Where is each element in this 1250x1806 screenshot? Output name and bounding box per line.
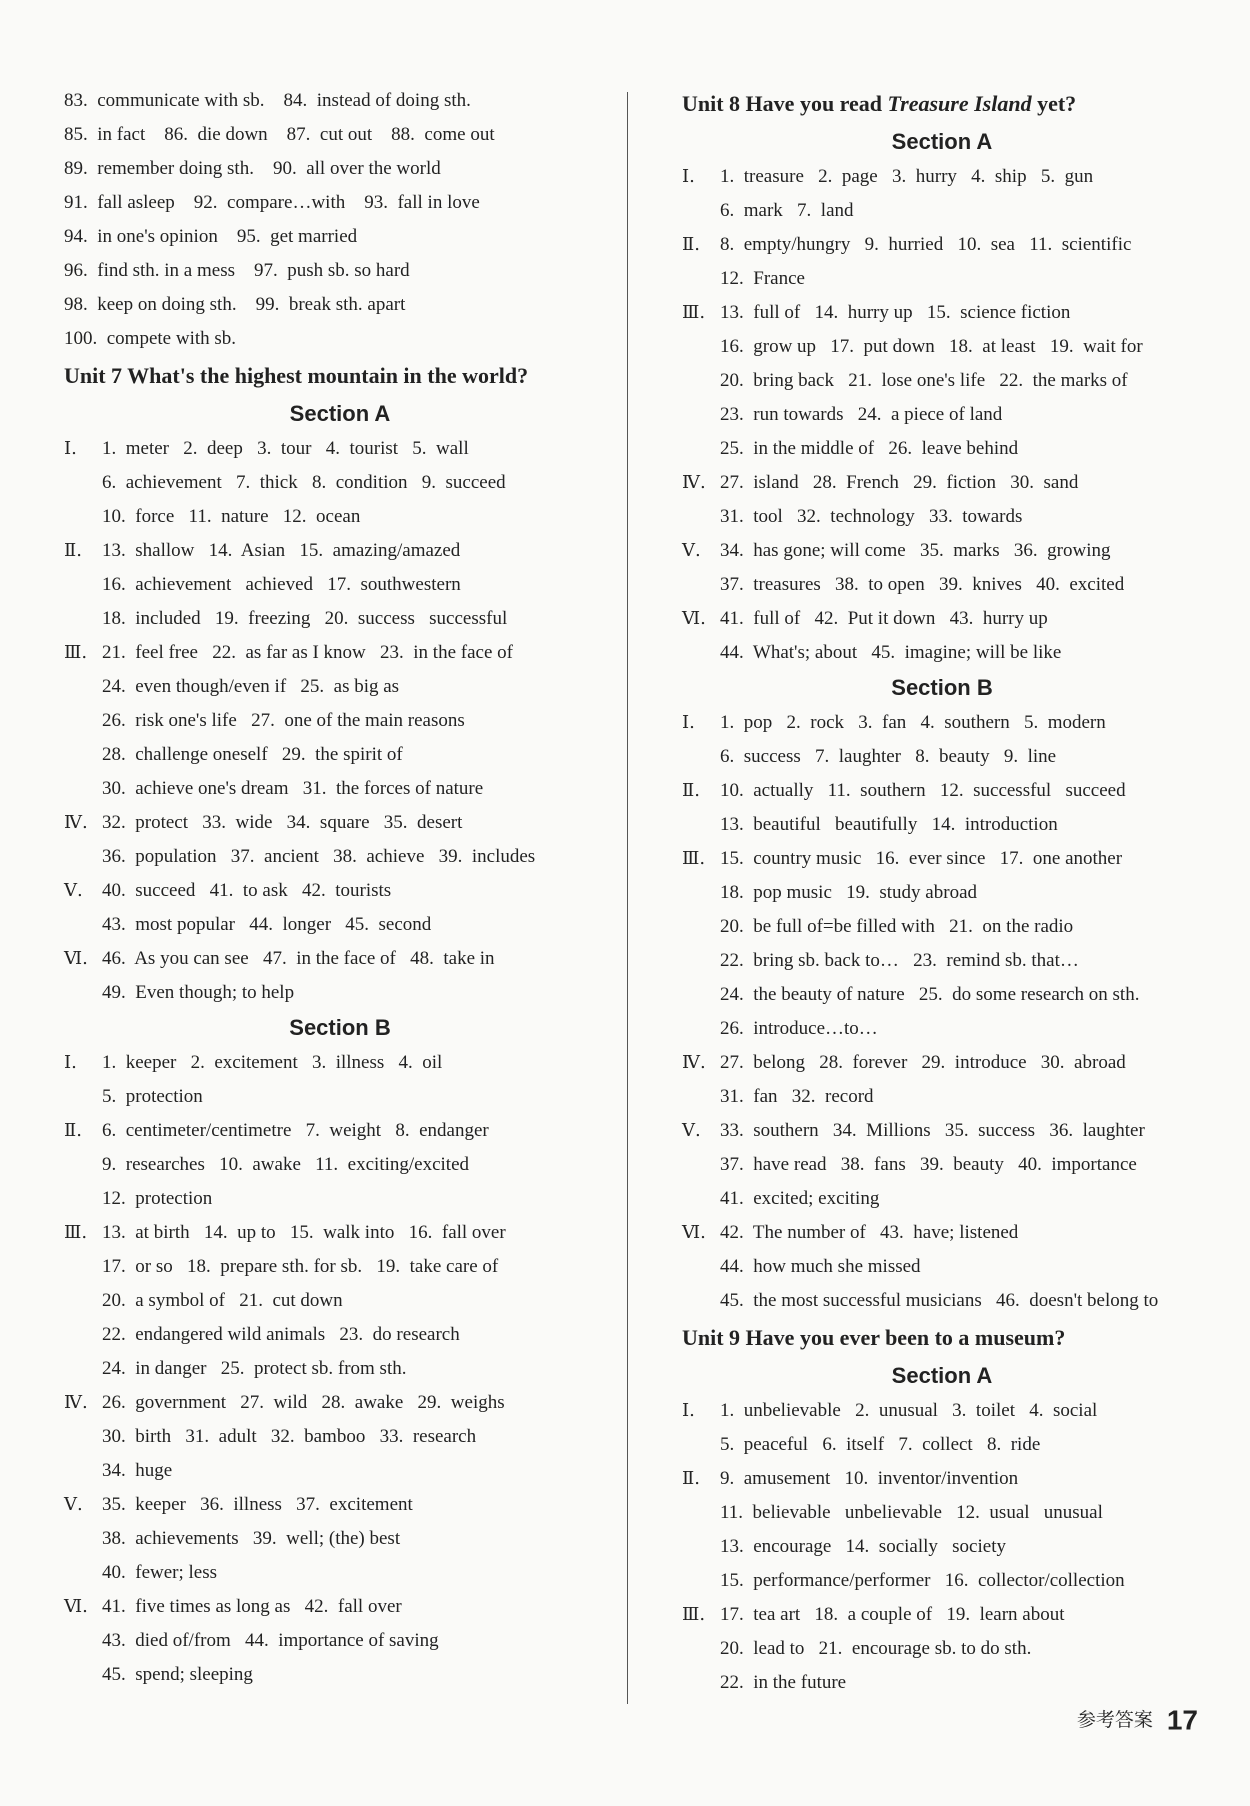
answer-line	[682, 1666, 1202, 1700]
exercise-number: Ⅰ.	[64, 1052, 77, 1073]
exercise-number: Ⅵ.	[682, 608, 706, 629]
answer-line	[64, 322, 616, 356]
left-answer-column	[64, 84, 616, 1692]
answer-text: 45. spend; sleeping	[102, 1664, 253, 1685]
answer-line	[64, 976, 616, 1010]
section-heading: Section A	[891, 1363, 993, 1388]
answer-text: 18. pop music 19. study abroad	[720, 882, 978, 903]
unit-title: Unit 7 What's the highest mountain in the world?	[64, 363, 529, 388]
answer-text: 49. Even though; to help	[102, 982, 295, 1003]
answer-line	[64, 1556, 616, 1590]
exercise-number: Ⅰ.	[682, 712, 695, 733]
answer-line	[64, 1386, 616, 1420]
answer-line	[64, 772, 616, 806]
unit-title: Unit 8 Have you read Treasure Island yet?	[682, 91, 1077, 116]
answer-line	[64, 1488, 616, 1522]
answer-line	[682, 1632, 1202, 1666]
answer-line	[64, 500, 616, 534]
answer-line	[64, 1318, 616, 1352]
answer-text: 34. huge	[102, 1460, 173, 1481]
book-title: Treasure Island	[887, 91, 1032, 116]
answer-text: 37. treasures 38. to open 39. knives 40. excited	[720, 574, 1125, 595]
answer-line	[64, 636, 616, 670]
answer-text: 34. has gone; will come 35. marks 36. growing	[720, 540, 1111, 561]
answer-line	[682, 876, 1202, 910]
answer-line	[682, 602, 1202, 636]
answer-text: 24. even though/even if 25. as big as	[102, 676, 400, 697]
answer-text: 13. encourage 14. socially society	[720, 1536, 1006, 1557]
answer-line	[682, 706, 1202, 740]
exercise-number: Ⅴ.	[682, 1120, 701, 1141]
answer-line	[64, 806, 616, 840]
answer-text: 43. most popular 44. longer 45. second	[102, 914, 432, 935]
answer-line	[64, 1182, 616, 1216]
answer-line	[64, 1284, 616, 1318]
answer-text: 13. at birth 14. up to 15. walk into 16. fall over	[102, 1222, 506, 1243]
answer-line	[682, 1564, 1202, 1598]
answer-text: 10. force 11. nature 12. ocean	[102, 506, 361, 527]
answer-text: 6. success 7. laughter 8. beauty 9. line	[720, 746, 1057, 767]
answer-line	[682, 364, 1202, 398]
answer-text: 25. in the middle of 26. leave behind	[720, 438, 1019, 459]
answer-text: 13. shallow 14. Asian 15. amazing/amazed	[102, 540, 461, 561]
answer-line	[64, 602, 616, 636]
answer-line	[64, 942, 616, 976]
unit-title: Unit 9 Have you ever been to a museum?	[682, 1325, 1066, 1350]
answer-line	[64, 1080, 616, 1114]
answer-text: 12. protection	[102, 1188, 213, 1209]
answer-text: 23. run towards 24. a piece of land	[720, 404, 1003, 425]
answer-text: 44. how much she missed	[720, 1256, 921, 1277]
answer-text: 10. actually 11. southern 12. successful succeed	[720, 780, 1126, 801]
exercise-number: Ⅵ.	[682, 1222, 706, 1243]
answer-line	[682, 432, 1202, 466]
column-divider	[627, 92, 628, 1704]
answer-line	[64, 1114, 616, 1148]
exercise-number: Ⅳ.	[682, 1052, 706, 1073]
answer-text: 16. grow up 17. put down 18. at least 19. wait for	[720, 336, 1143, 357]
answer-text: 9. amusement 10. inventor/invention	[720, 1468, 1019, 1489]
answer-line	[64, 534, 616, 568]
answer-text: 1. pop 2. rock 3. fan 4. southern 5. modern	[720, 712, 1106, 733]
exercise-number: Ⅲ.	[682, 848, 706, 869]
exercise-number: Ⅲ.	[682, 1604, 706, 1625]
answer-text: 21. feel free 22. as far as I know 23. in the face of	[102, 642, 513, 663]
answer-line	[64, 84, 616, 118]
answer-text: 35. keeper 36. illness 37. excitement	[102, 1494, 413, 1515]
answer-text: 30. birth 31. adult 32. bamboo 33. research	[102, 1426, 477, 1447]
answer-text: 8. empty/hungry 9. hurried 10. sea 11. scientific	[720, 234, 1132, 255]
exercise-number: Ⅰ.	[682, 1400, 695, 1421]
answer-line	[682, 842, 1202, 876]
answer-text: 26. risk one's life 27. one of the main reasons	[102, 710, 465, 731]
answer-text: 41. full of 42. Put it down 43. hurry up	[720, 608, 1048, 629]
answer-line	[64, 254, 616, 288]
answer-text: 22. endangered wild animals 23. do research	[102, 1324, 460, 1345]
exercise-number: Ⅳ.	[64, 812, 88, 833]
answer-text: 20. lead to 21. encourage sb. to do sth.	[720, 1638, 1032, 1659]
answer-text: 5. peaceful 6. itself 7. collect 8. ride	[720, 1434, 1041, 1455]
answer-line	[64, 874, 616, 908]
answer-text: 17. tea art 18. a couple of 19. learn about	[720, 1604, 1065, 1625]
page-number: 17	[1166, 1704, 1198, 1736]
answer-line	[64, 220, 616, 254]
answer-line	[64, 1216, 616, 1250]
exercise-number: Ⅵ.	[64, 1596, 88, 1617]
exercise-number: Ⅲ.	[64, 642, 88, 663]
answer-line	[682, 808, 1202, 842]
answer-text: 42. The number of 43. have; listened	[720, 1222, 1019, 1243]
answer-line	[682, 194, 1202, 228]
answer-line	[64, 1148, 616, 1182]
answer-line	[64, 1624, 616, 1658]
answer-text: 89. remember doing sth. 90. all over the world	[64, 158, 441, 179]
answer-line	[682, 774, 1202, 808]
answer-line	[64, 1454, 616, 1488]
answer-line	[64, 1420, 616, 1454]
answer-text: 5. protection	[102, 1086, 203, 1107]
answer-text: 44. What's; about 45. imagine; will be like	[720, 642, 1062, 663]
answer-line	[682, 944, 1202, 978]
answer-line	[682, 262, 1202, 296]
answer-text: 43. died of/from 44. importance of saving	[102, 1630, 439, 1651]
answer-line	[64, 568, 616, 602]
answer-text: 41. five times as long as 42. fall over	[102, 1596, 402, 1617]
answer-line	[682, 910, 1202, 944]
answer-line	[64, 704, 616, 738]
answer-text: 98. keep on doing sth. 99. break sth. apart	[64, 294, 406, 315]
page-footer	[1077, 1700, 1198, 1740]
answer-line	[64, 288, 616, 322]
answer-line	[682, 1394, 1202, 1428]
answer-text: 13. beautiful beautifully 14. introduction	[720, 814, 1058, 835]
answer-line	[682, 398, 1202, 432]
answer-line	[64, 432, 616, 466]
answer-text: 30. achieve one's dream 31. the forces of nature	[102, 778, 484, 799]
answer-text: 16. achievement achieved 17. southwestern	[102, 574, 461, 595]
answer-text: 28. challenge oneself 29. the spirit of	[102, 744, 403, 765]
answer-line	[682, 330, 1202, 364]
answer-line	[64, 840, 616, 874]
answer-line	[64, 1250, 616, 1284]
exercise-number: Ⅲ.	[64, 1222, 88, 1243]
answer-text: 9. researches 10. awake 11. exciting/excited	[102, 1154, 470, 1175]
answer-line	[682, 1182, 1202, 1216]
answer-text: 20. be full of=be filled with 21. on the radio	[720, 916, 1074, 937]
answer-text: 12. France	[720, 268, 805, 289]
answer-text: 15. country music 16. ever since 17. one another	[720, 848, 1123, 869]
answer-text: 94. in one's opinion 95. get married	[64, 226, 358, 247]
answer-text: 96. find sth. in a mess 97. push sb. so hard	[64, 260, 410, 281]
answer-text: 20. a symbol of 21. cut down	[102, 1290, 343, 1311]
answer-text: 6. achievement 7. thick 8. condition 9. succeed	[102, 472, 506, 493]
answer-line	[682, 636, 1202, 670]
answer-line	[682, 740, 1202, 774]
answer-line	[682, 534, 1202, 568]
answer-text: 40. succeed 41. to ask 42. tourists	[102, 880, 392, 901]
answer-text: 24. the beauty of nature 25. do some research on sth.	[720, 984, 1140, 1005]
answer-line	[682, 1148, 1202, 1182]
answer-text: 6. centimeter/centimetre 7. weight 8. endanger	[102, 1120, 489, 1141]
answer-line	[64, 1046, 616, 1080]
exercise-number: Ⅱ.	[682, 780, 700, 801]
answer-text: 41. excited; exciting	[720, 1188, 880, 1209]
section-heading: Section A	[891, 129, 993, 154]
answer-text: 32. protect 33. wide 34. square 35. desert	[102, 812, 463, 833]
answer-line	[64, 1352, 616, 1386]
answer-line	[682, 568, 1202, 602]
exercise-number: Ⅳ.	[64, 1392, 88, 1413]
answer-line	[64, 1658, 616, 1692]
answer-line	[682, 1114, 1202, 1148]
exercise-number: Ⅴ.	[682, 540, 701, 561]
exercise-number: Ⅱ.	[682, 1468, 700, 1489]
answer-text: 40. fewer; less	[102, 1562, 218, 1583]
section-heading: Section B	[891, 675, 993, 700]
answer-text: 17. or so 18. prepare sth. for sb. 19. take care of	[102, 1256, 499, 1277]
answer-text: 91. fall asleep 92. compare…with 93. fall in love	[64, 192, 480, 213]
answer-text: 13. full of 14. hurry up 15. science fiction	[720, 302, 1071, 323]
answer-text: 22. in the future	[720, 1672, 847, 1693]
section-heading: Section A	[289, 401, 391, 426]
exercise-number: Ⅳ.	[682, 472, 706, 493]
answer-text: 27. island 28. French 29. fiction 30. sand	[720, 472, 1079, 493]
answer-line	[682, 1428, 1202, 1462]
answer-text: 33. southern 34. Millions 35. success 36. laughter	[720, 1120, 1145, 1141]
footer-label: 参考答案	[1076, 1709, 1153, 1732]
answer-text: 37. have read 38. fans 39. beauty 40. importance	[720, 1154, 1137, 1175]
answer-line	[682, 1046, 1202, 1080]
answer-line	[682, 500, 1202, 534]
answer-text: 85. in fact 86. die down 87. cut out 88. come out	[64, 124, 495, 145]
answer-line	[64, 186, 616, 220]
answer-line	[682, 1250, 1202, 1284]
section-heading: Section B	[289, 1015, 391, 1040]
exercise-number: Ⅱ.	[64, 540, 82, 561]
exercise-number: Ⅵ.	[64, 948, 88, 969]
answer-text: 20. bring back 21. lose one's life 22. the marks of	[720, 370, 1128, 391]
exercise-number: Ⅴ.	[64, 1494, 83, 1515]
answer-line	[682, 466, 1202, 500]
answer-line	[64, 152, 616, 186]
answer-text: 36. population 37. ancient 38. achieve 39. includes	[102, 846, 536, 867]
answer-text: 15. performance/performer 16. collector/collection	[720, 1570, 1125, 1591]
exercise-number: Ⅴ.	[64, 880, 83, 901]
answer-line	[64, 1590, 616, 1624]
exercise-number: Ⅰ.	[64, 438, 77, 459]
answer-line	[682, 1284, 1202, 1318]
answer-line	[682, 1216, 1202, 1250]
right-answer-column	[682, 84, 1202, 1700]
exercise-number: Ⅲ.	[682, 302, 706, 323]
answer-line	[682, 1012, 1202, 1046]
answer-line	[64, 466, 616, 500]
answer-line	[64, 908, 616, 942]
answer-text: 26. introduce…to…	[720, 1018, 878, 1039]
answer-text: 1. keeper 2. excitement 3. illness 4. oil	[102, 1052, 443, 1073]
exercise-number: Ⅱ.	[64, 1120, 82, 1141]
answer-line	[682, 1530, 1202, 1564]
answer-line	[64, 738, 616, 772]
answer-line	[64, 118, 616, 152]
answer-text: 11. believable unbelievable 12. usual unusual	[720, 1502, 1103, 1523]
answer-line	[682, 978, 1202, 1012]
answer-line	[682, 1462, 1202, 1496]
exercise-number: Ⅰ.	[682, 166, 695, 187]
answer-text: 24. in danger 25. protect sb. from sth.	[102, 1358, 407, 1379]
answer-text: 26. government 27. wild 28. awake 29. weighs	[102, 1392, 505, 1413]
answer-text: 46. As you can see 47. in the face of 48. take in	[102, 948, 495, 969]
answer-text: 18. included 19. freezing 20. success successful	[102, 608, 508, 629]
answer-line	[64, 670, 616, 704]
answer-line	[682, 296, 1202, 330]
answer-line	[682, 160, 1202, 194]
exercise-number: Ⅱ.	[682, 234, 700, 255]
answer-line	[682, 228, 1202, 262]
answer-text: 1. meter 2. deep 3. tour 4. tourist 5. wall	[102, 438, 469, 459]
answer-text: 27. belong 28. forever 29. introduce 30. abroad	[720, 1052, 1126, 1073]
answer-text: 22. bring sb. back to… 23. remind sb. that…	[720, 950, 1079, 971]
answer-text: 6. mark 7. land	[720, 200, 854, 221]
answer-line	[682, 1080, 1202, 1114]
answer-text: 31. tool 32. technology 33. towards	[720, 506, 1023, 527]
answer-text: 1. unbelievable 2. unusual 3. toilet 4. social	[720, 1400, 1098, 1421]
answer-text: 45. the most successful musicians 46. doesn't belong to	[720, 1290, 1159, 1311]
answer-line	[64, 1522, 616, 1556]
answer-line	[682, 1496, 1202, 1530]
answer-text: 100. compete with sb.	[64, 328, 237, 349]
answer-text: 1. treasure 2. page 3. hurry 4. ship 5. gun	[720, 166, 1094, 187]
answer-text: 83. communicate with sb. 84. instead of doing sth.	[64, 90, 471, 111]
answer-text: 31. fan 32. record	[720, 1086, 874, 1107]
answer-text: 38. achievements 39. well; (the) best	[102, 1528, 401, 1549]
answer-line	[682, 1598, 1202, 1632]
